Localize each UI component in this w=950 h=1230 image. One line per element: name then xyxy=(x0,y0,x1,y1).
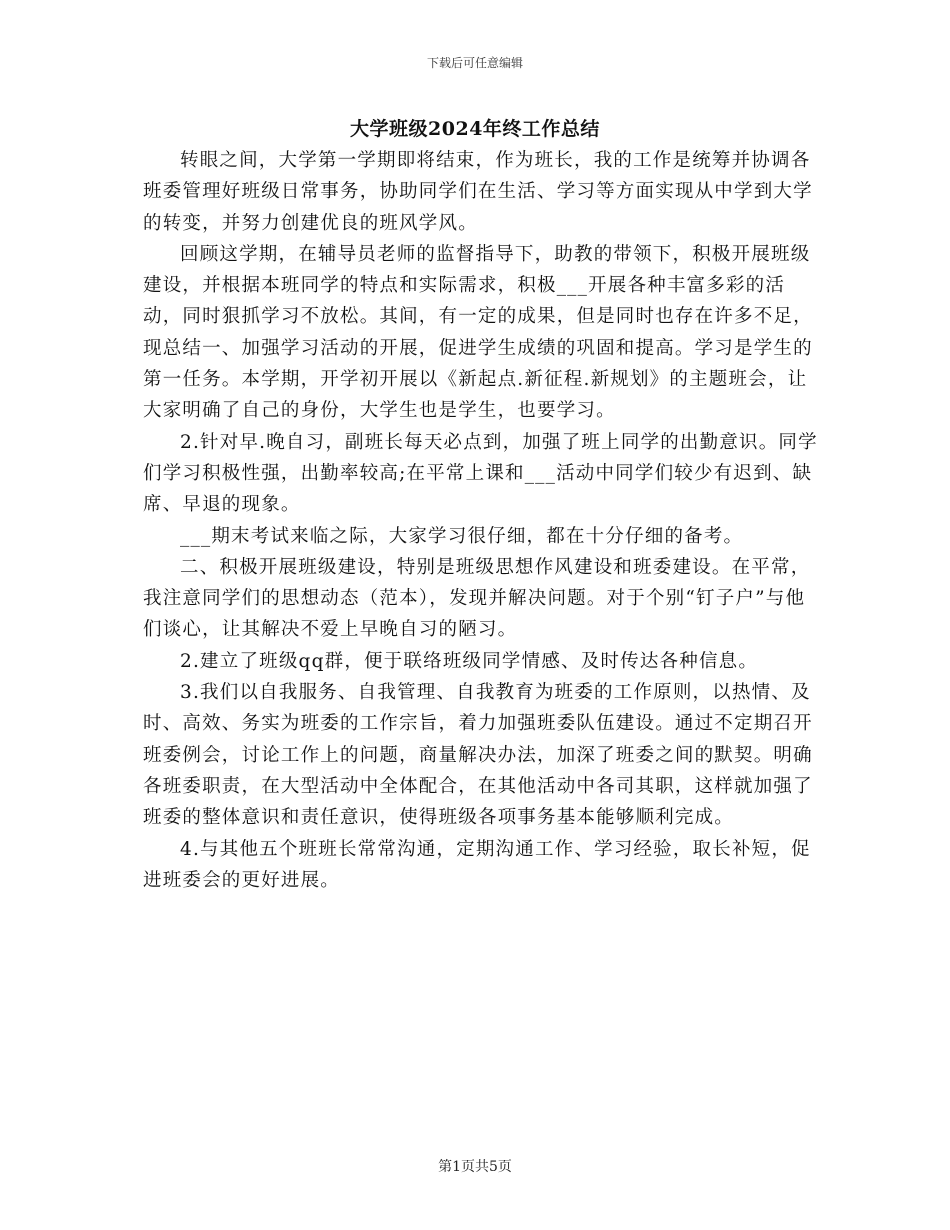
paragraph: 转眼之间，大学第一学期即将结束，作为班长，我的工作是统筹并协调各班委管理好班级日常事务，协助同学们在生活、学习等方面实现从中学到大学的转变，并努力创建优良的班风学风。 xyxy=(143,150,813,234)
header-note: 下载后可任意编辑 xyxy=(426,56,523,70)
document-title: 大学班级2024年终工作总结 xyxy=(350,118,600,140)
paragraph: 回顾这学期，在辅导员老师的监督指导下，助教的带领下，积极开展班级建设，并根据本班同学的特点和实际需求，积极___开展各种丰富多彩的活动，同时狠抓学习不放松。其间，有一定的成果，但是同时也存在许多不足，现总结一、加强学习活动的开展，促进学生成绩的巩固和提高。学习是学生的第一任务。本学期，开学初开展以《新起点.新征程.新规划》的主题班会，让大家明确了自己的身份，大学生也是学生，也要学习。 xyxy=(143,243,813,422)
document-body xyxy=(143,145,823,896)
paragraph: 3.我们以自我服务、自我管理、自我教育为班委的工作原则，以热情、及时、高效、务实为班委的工作宗旨，着力加强班委队伍建设。通过不定期召开班委例会，讨论工作上的问题，商量解决办法，加深了班委之间的默契。明确各班委职责，在大型活动中全体配合，在其他活动中各司其职，这样就加强了班委的整体意识和责任意识，使得班级各项事务基本能够顺利完成。 xyxy=(143,682,813,829)
paragraph: 2.建立了班级qq群，便于联络班级同学情感、及时传达各种信息。 xyxy=(180,650,759,672)
paragraph: 2.针对早.晚自习，副班长每天必点到，加强了班上同学的出勤意识。同学们学习积极性强，出勤率较高;在平常上课和___活动中同学们较少有迟到、缺席、早退的现象。 xyxy=(143,431,818,516)
page-number-footer: 第1页共5页 xyxy=(438,1159,512,1175)
paragraph: 二、积极开展班级建设，特别是班级思想作风建设和班委建设。在平常，我注意同学们的思想动态（范本），发现并解决问题。对于个别“钉子户”与他们谈心，让其解决不爱上早晚自习的陋习。 xyxy=(143,556,811,641)
paragraph: 4.与其他五个班班长常常沟通，定期沟通工作、学习经验，取长补短，促进班委会的更好进展。 xyxy=(143,838,811,891)
paragraph: ___期末考试来临之际，大家学习很仔细，都在十分仔细的备考。 xyxy=(180,525,744,547)
